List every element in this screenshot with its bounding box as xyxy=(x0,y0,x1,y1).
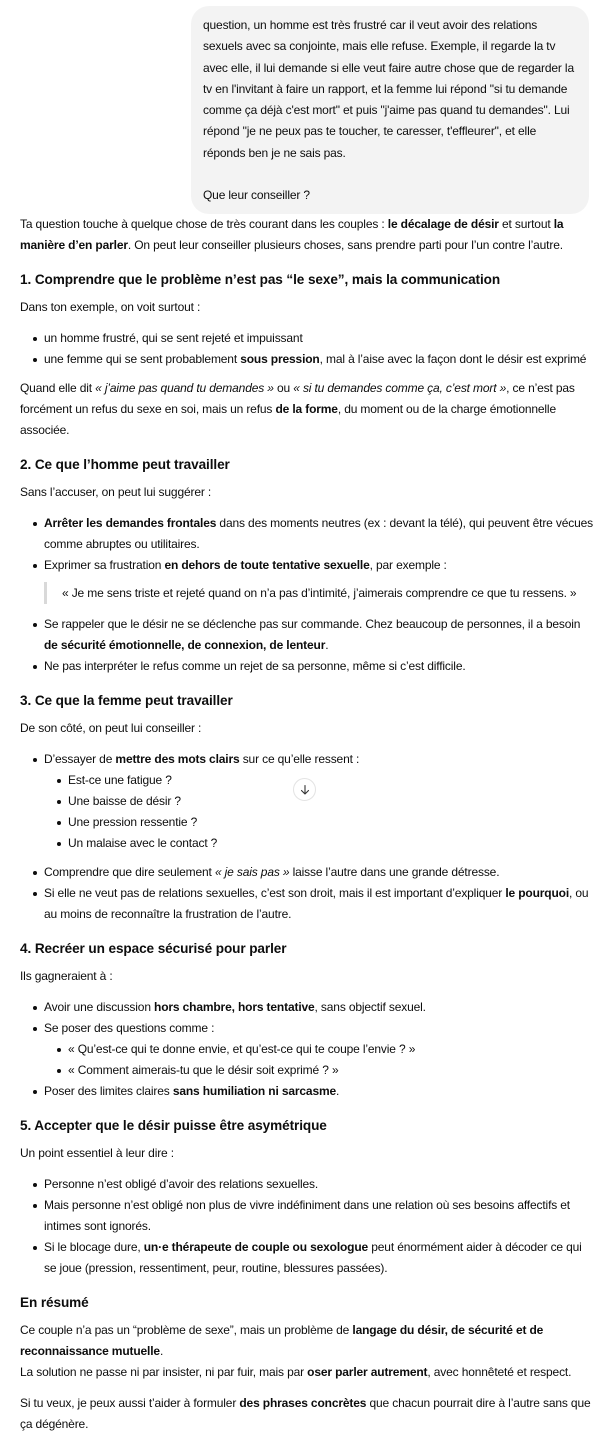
bold-text: des phrases concrètes xyxy=(239,1396,367,1410)
text: , avec honnêteté et respect. xyxy=(427,1365,572,1379)
italic-text: « j’aime pas quand tu demandes » xyxy=(95,381,274,395)
nested-list-item: Est-ce une fatigue ? xyxy=(68,770,595,791)
nested-bullet-list xyxy=(44,770,595,854)
list-item xyxy=(44,1081,595,1102)
list-item xyxy=(44,328,595,349)
user-message-text: question, un homme est très frustré car il veut avoir des relations sexuels avec sa conjointe, mais elle refuse. Exemple, il regarde la tv avec elle, il lui demande si elle veut faire autre chose que de regarder la tv en l'invitant à faire un rapport, et la femme lui répond "si tu demande comme ça déjà c'est mort" et puis "j'aime pas quand tu demandes". Lui répond "je ne peux pas te toucher, te caresser, t'effleurer", et elle réponds ben je ne sais pas. xyxy=(203,18,574,160)
list-item xyxy=(44,883,595,925)
italic-text: « je sais pas » xyxy=(214,865,290,879)
bullet-list xyxy=(20,513,595,677)
section-lead: De son côté, on peut lui conseiller : xyxy=(20,721,202,735)
bold-text: Arrêter les demandes frontales xyxy=(44,516,217,530)
list-item xyxy=(44,1018,595,1081)
bold-text: hors chambre, hors tentative xyxy=(154,1000,315,1014)
nested-bullet-list xyxy=(44,1039,595,1081)
list-item xyxy=(44,997,595,1018)
nested-list-item: Un malaise avec le contact ? xyxy=(68,833,595,854)
bold-text: de la forme xyxy=(275,402,338,416)
text: Se rappeler que le désir ne se déclenche pas sur commande. Chez beaucoup de personnes, il a besoin xyxy=(44,617,581,631)
bold-text: mettre des mots clairs xyxy=(115,752,240,766)
user-message xyxy=(191,6,589,214)
text: , ce n’est pas forcément un refus du sexe en soi, mais un refus xyxy=(20,381,575,416)
summary-paragraph xyxy=(20,1362,595,1383)
text: que chacun pourrait dire à l’autre sans que ça dégénère. xyxy=(20,1396,591,1431)
bullet-list xyxy=(20,328,595,370)
list-item xyxy=(44,614,595,656)
text: , du moment ou de la charge émotionnelle associée. xyxy=(20,402,556,437)
bold-text: la manière d’en parler xyxy=(20,217,564,252)
text: Poser des limites claires xyxy=(44,1084,173,1098)
text: Personne n’est obligé d’avoir des relations sexuelles. xyxy=(44,1177,319,1191)
list-item xyxy=(44,1195,595,1237)
text: sur ce qu’elle ressent : xyxy=(239,752,360,766)
nested-list-item: Une pression ressentie ? xyxy=(68,812,595,833)
text: . xyxy=(336,1084,340,1098)
bold-text: le décalage de désir xyxy=(387,217,499,231)
text: . On peut leur conseiller plusieurs choses, sans prendre parti pour l’un contre l’autre. xyxy=(127,238,563,252)
list-item xyxy=(44,862,595,883)
text: Mais personne n’est obligé non plus de vivre indéfiniment dans une relation où ses besoins affectifs et intimes sont ignorés. xyxy=(44,1198,570,1233)
bold-text: langage du désir, de sécurité et de reconnaissance mutuelle xyxy=(20,1323,544,1358)
text: laisse l’autre dans une grande détresse. xyxy=(289,865,500,879)
list-item xyxy=(44,656,595,677)
scroll-to-bottom-button[interactable] xyxy=(293,778,316,801)
text: Quand elle dit xyxy=(20,381,96,395)
arrow-down-icon xyxy=(299,784,311,796)
bold-text: en dehors de toute tentative sexuelle xyxy=(164,558,370,572)
nested-list-item: « Qu’est-ce qui te donne envie, et qu’est-ce qui te coupe l’envie ? » xyxy=(68,1039,595,1060)
text: , par exemple : xyxy=(369,558,447,572)
bold-text: de sécurité émotionnelle, de connexion, de lenteur xyxy=(44,638,326,652)
section-lead: Ils gagneraient à : xyxy=(20,969,113,983)
section-heading: 3. Ce que la femme peut travailler xyxy=(20,693,233,708)
section-heading: 5. Accepter que le désir puisse être asymétrique xyxy=(20,1118,327,1133)
text: Ta question touche à quelque chose de très courant dans les couples : xyxy=(20,217,388,231)
user-message-question: Que leur conseiller ? xyxy=(203,188,310,203)
text: dans des moments neutres (ex : devant la télé), qui peuvent être vécues comme abruptes ou utilitaires. xyxy=(44,516,594,551)
text: une femme qui se sent probablement xyxy=(44,352,241,366)
bold-text: un·e thérapeute de couple ou sexologue xyxy=(143,1240,369,1254)
text: un homme frustré, qui se sent rejeté et impuissant xyxy=(44,331,303,345)
summary-paragraph xyxy=(20,1320,595,1362)
section-heading: 2. Ce que l’homme peut travailler xyxy=(20,457,230,472)
text: Si tu veux, je peux aussi t’aider à formuler xyxy=(20,1396,240,1410)
bold-text: le pourquoi xyxy=(505,886,570,900)
list-item xyxy=(44,513,595,555)
bullet-list xyxy=(20,997,595,1102)
italic-text: « si tu demandes comme ça, c’est mort » xyxy=(293,381,507,395)
user-message-bubble xyxy=(191,6,589,214)
section-lead: Un point essentiel à leur dire : xyxy=(20,1146,174,1160)
blockquote: « Je me sens triste et rejeté quand on n’a pas d’intimité, j’aimerais comprendre ce que tu ressens. » xyxy=(44,582,595,604)
closing-paragraph xyxy=(20,1393,595,1435)
text: Ne pas interpréter le refus comme un rejet de sa personne, même si c’est difficile. xyxy=(44,659,466,673)
list-item xyxy=(44,749,595,854)
text: Avoir une discussion xyxy=(44,1000,155,1014)
list-item xyxy=(44,349,595,370)
text: Ce couple n’a pas un “problème de sexe”, mais un problème de xyxy=(20,1323,353,1337)
list-item xyxy=(44,1174,595,1195)
text: . xyxy=(325,638,329,652)
text: . xyxy=(159,1344,164,1358)
summary-heading: En résumé xyxy=(20,1295,89,1310)
section-heading: 1. Comprendre que le problème n’est pas “le sexe”, mais la communication xyxy=(20,272,501,287)
list-item xyxy=(44,1237,595,1279)
text: et surtout xyxy=(498,217,554,231)
text: Se poser des questions comme : xyxy=(44,1021,215,1035)
text: ou xyxy=(273,381,294,395)
text: Si elle ne veut pas de relations sexuelles, c’est son droit, mais il est important d’expliquer xyxy=(44,886,506,900)
bullet-list xyxy=(20,749,595,925)
bold-text: sans humiliation ni sarcasme xyxy=(172,1084,337,1098)
nested-list-item: « Comment aimerais-tu que le désir soit exprimé ? » xyxy=(68,1060,595,1081)
intro-paragraph xyxy=(20,214,595,256)
assistant-message xyxy=(20,214,595,1445)
bold-text: oser parler autrement xyxy=(307,1365,428,1379)
text: Comprendre que dire seulement xyxy=(44,865,215,879)
paragraph xyxy=(20,378,595,441)
nested-list-item: Une baisse de désir ? xyxy=(68,791,595,812)
section-lead: Dans ton exemple, on voit surtout : xyxy=(20,300,201,314)
text: D’essayer de xyxy=(44,752,116,766)
list-item xyxy=(44,555,595,604)
bullet-list xyxy=(20,1174,595,1279)
bold-text: sous pression xyxy=(240,352,320,366)
text: , sans objectif sexuel. xyxy=(314,1000,426,1014)
text: La solution ne passe ni par insister, ni par fuir, mais par xyxy=(20,1365,308,1379)
text: Si le blocage dure, xyxy=(44,1240,144,1254)
section-lead: Sans l’accuser, on peut lui suggérer : xyxy=(20,485,212,499)
text: Exprimer sa frustration xyxy=(44,558,165,572)
section-heading: 4. Recréer un espace sécurisé pour parler xyxy=(20,941,287,956)
text: , mal à l’aise avec la façon dont le désir est exprimé xyxy=(319,352,587,366)
text: , ou au moins de reconnaître la frustration de l’autre. xyxy=(44,886,589,921)
text: peut énormément aider à décoder ce qui se joue (pression, ressentiment, peur, routine, blessures passées). xyxy=(44,1240,582,1275)
